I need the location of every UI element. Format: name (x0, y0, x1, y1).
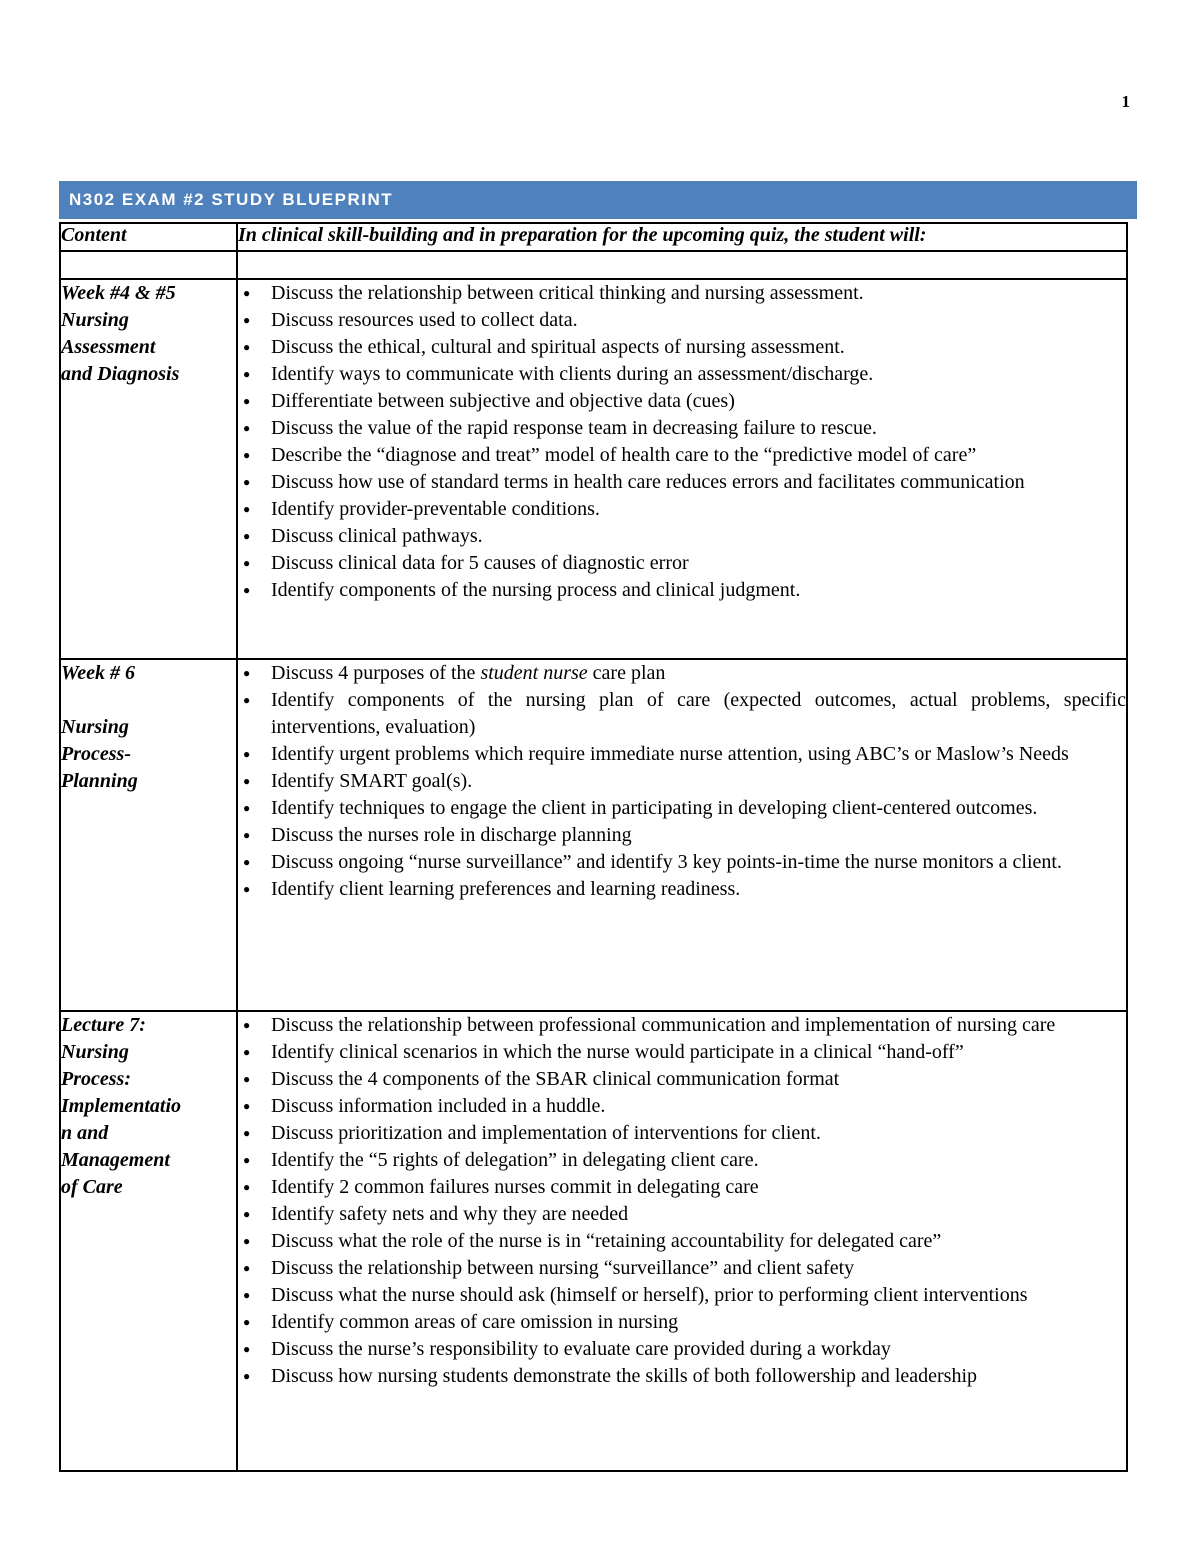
table-row-lecture-7 (60, 1011, 1127, 1471)
list-item: ● Discuss the nurse’s responsibility to evaluate care provided during a workday (238, 1336, 1126, 1363)
list-item: ● Identify clinical scenarios in which the nurse would participate in a clinical “hand-off” (238, 1039, 1126, 1066)
list-item: ● Discuss what the role of the nurse is in “retaining accountability for delegated care” (238, 1228, 1126, 1255)
list-item: ● Describe the “diagnose and treat” model of health care to the “predictive model of care” (238, 442, 1126, 469)
list-item: ● Discuss prioritization and implementation of interventions for client. (238, 1120, 1126, 1147)
list-item: ● Identify common areas of care omission in nursing (238, 1309, 1126, 1336)
list-item: ● Discuss the relationship between professional communication and implementation of nursing care (238, 1012, 1126, 1039)
list-item: ● Discuss 4 purposes of the student nurse care plan (238, 660, 1126, 687)
blueprint-table (59, 222, 1128, 1472)
objective-list (238, 660, 1126, 903)
list-item: ● Identify provider-preventable conditions. (238, 496, 1126, 523)
header-objectives-cell: In clinical skill-building and in preparation for the upcoming quiz, the student will: (237, 223, 1127, 251)
list-item: ● Discuss the 4 components of the SBAR clinical communication format (238, 1066, 1126, 1093)
list-item: ● Discuss clinical pathways. (238, 523, 1126, 550)
section-label: Week # 6 Nursing Process- Planning (60, 659, 237, 1011)
section-label: Week #4 & #5 Nursing Assessment and Diagnosis (60, 279, 237, 659)
objective-list (238, 1012, 1126, 1390)
table-header-row (60, 223, 1127, 251)
list-item: ● Discuss the nurses role in discharge planning (238, 822, 1126, 849)
section-objectives (237, 1011, 1127, 1471)
list-item: ● Discuss the relationship between critical thinking and nursing assessment. (238, 280, 1126, 307)
list-item: ● Identify SMART goal(s). (238, 768, 1126, 795)
list-item: ● Discuss resources used to collect data. (238, 307, 1126, 334)
list-item: ● Identify urgent problems which require immediate nurse attention, using ABC’s or Maslow’s Needs (238, 741, 1126, 768)
list-item: ● Identify components of the nursing process and clinical judgment. (238, 577, 1126, 604)
list-item: ● Discuss how nursing students demonstrate the skills of both followership and leadership (238, 1363, 1126, 1390)
list-item: ● Discuss ongoing “nurse surveillance” and identify 3 key points-in-time the nurse monitors a client. (238, 849, 1126, 876)
list-item: ● Discuss the value of the rapid response team in decreasing failure to rescue. (238, 415, 1126, 442)
objective-list (238, 280, 1126, 604)
list-item: ● Identify components of the nursing plan of care (expected outcomes, actual problems, specific interventions, evaluation) (238, 687, 1126, 741)
list-item: ● Discuss information included in a huddle. (238, 1093, 1126, 1120)
list-item: ● Differentiate between subjective and objective data (cues) (238, 388, 1126, 415)
page-number: 1 (1121, 92, 1130, 111)
list-item: ● Identify the “5 rights of delegation” in delegating client care. (238, 1147, 1126, 1174)
section-objectives (237, 279, 1127, 659)
section-objectives (237, 659, 1127, 1011)
blueprint-title-banner: N302 EXAM #2 STUDY BLUEPRINT (59, 181, 1137, 219)
table-row-week-6 (60, 659, 1127, 1011)
section-label: Lecture 7: Nursing Process: Implementatio n and Management of Care (60, 1011, 237, 1471)
list-item: ● Discuss clinical data for 5 causes of diagnostic error (238, 550, 1126, 577)
list-item: ● Discuss how use of standard terms in health care reduces errors and facilitates communication (238, 469, 1126, 496)
list-item: ● Identify ways to communicate with clients during an assessment/discharge. (238, 361, 1126, 388)
list-item: ● Discuss the relationship between nursing “surveillance” and client safety (238, 1255, 1126, 1282)
list-item: ● Identify client learning preferences and learning readiness. (238, 876, 1126, 903)
table-row-week-4-5 (60, 279, 1127, 659)
list-item: ● Discuss the ethical, cultural and spiritual aspects of nursing assessment. (238, 334, 1126, 361)
list-item: ● Identify techniques to engage the client in participating in developing client-centered outcomes. (238, 795, 1126, 822)
list-item: ● Identify 2 common failures nurses commit in delegating care (238, 1174, 1126, 1201)
header-content-cell: Content (60, 223, 237, 251)
table-spacer-row (60, 251, 1127, 279)
list-item: ● Discuss what the nurse should ask (himself or herself), prior to performing client interventions (238, 1282, 1126, 1309)
list-item: ● Identify safety nets and why they are needed (238, 1201, 1126, 1228)
